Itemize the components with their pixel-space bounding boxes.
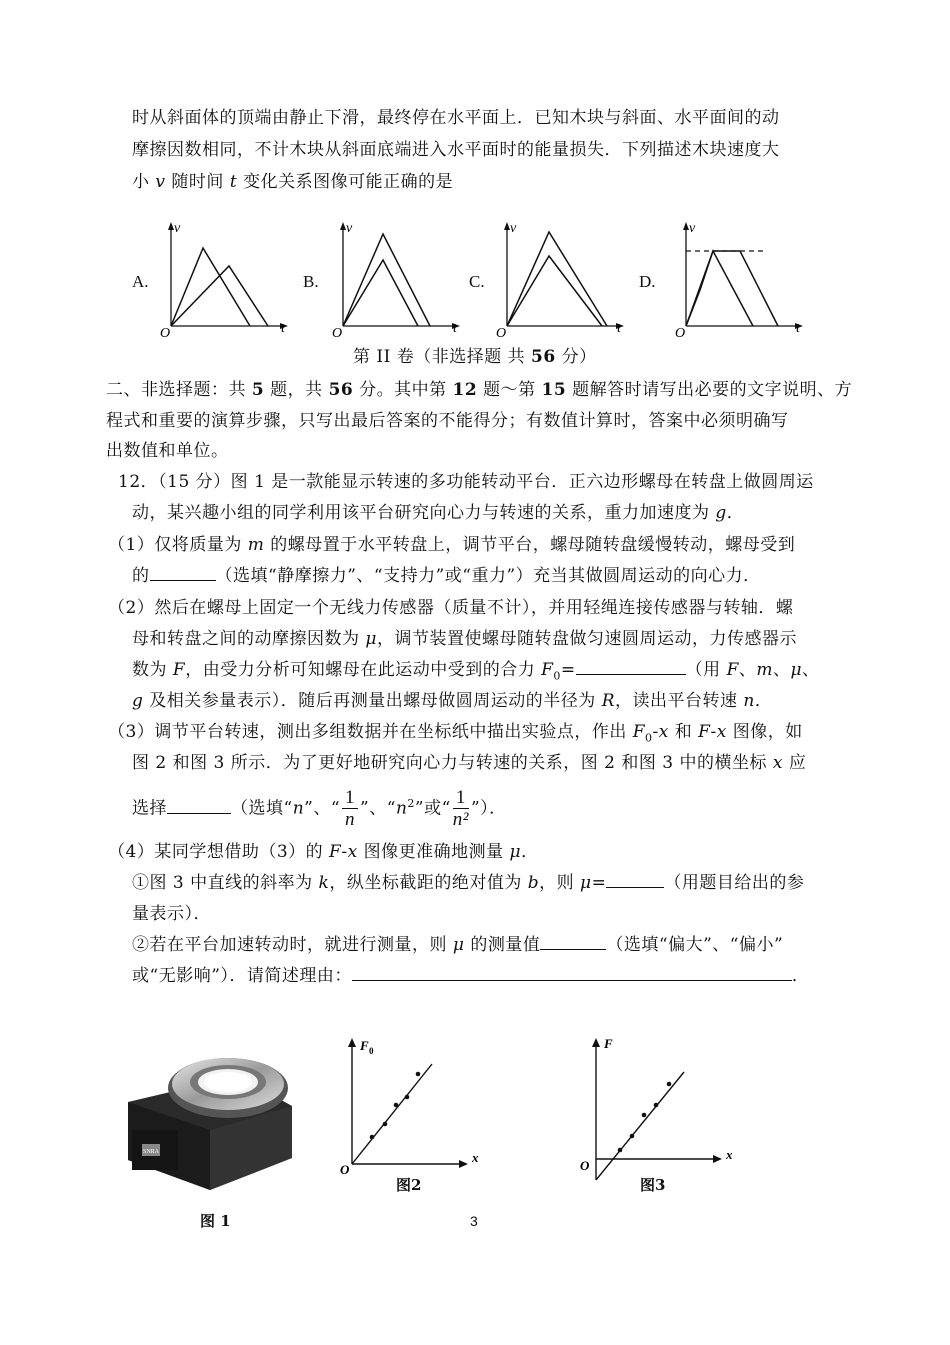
fig3-y-label: F bbox=[604, 1036, 613, 1051]
option-b-graph bbox=[330, 220, 470, 340]
fig2-point bbox=[370, 1135, 375, 1140]
option-b-label: B. bbox=[303, 272, 319, 291]
q12-part4-line5: 或“无影响”）．请简述理由： ． bbox=[132, 966, 810, 986]
option-a-origin: O bbox=[160, 326, 171, 340]
fig2-y-sub: 0 bbox=[369, 1046, 374, 1056]
part1-answer-blank[interactable] bbox=[150, 564, 216, 581]
option-b-origin: O bbox=[332, 326, 343, 340]
option-d-label: D. bbox=[639, 272, 656, 291]
fraction-one-over-n: $\frac{1}{n}$ bbox=[342, 788, 358, 831]
option-c-v-label: v bbox=[510, 221, 517, 236]
option-b-v-label: v bbox=[346, 221, 353, 236]
fig3-origin: O bbox=[580, 1158, 590, 1173]
q12-part2-line1: （2）然后在螺母上固定一个无线力传感器（质量不计），并用轻绳连接传感器与转轴．螺 bbox=[108, 598, 794, 618]
q12-part2-line3: 数为 F，由受力分析可知螺母在此运动中受到的合力 $F_0=$ （用 F、m、μ、 bbox=[132, 660, 820, 683]
option-c-label: C. bbox=[469, 272, 485, 291]
fraction-one-over-n-squared: $\frac{1}{\text{n²}}$ bbox=[452, 786, 469, 830]
fig3-point bbox=[618, 1148, 623, 1153]
part3-answer-blank[interactable] bbox=[167, 797, 231, 814]
part4-2-answer-blank[interactable] bbox=[540, 933, 606, 950]
fig2-origin: O bbox=[340, 1162, 350, 1177]
fig2-x-label: x bbox=[472, 1150, 479, 1165]
part2-answer-blank[interactable] bbox=[576, 658, 686, 675]
q12-part3-line2: 图 2 和图 3 所示．为了更好地研究向心力与转速的关系，图 2 和图 3 中的横坐标 x 应 bbox=[132, 753, 807, 773]
figure-1-caption: 图 1 bbox=[200, 1212, 231, 1230]
option-c-graph bbox=[494, 220, 634, 340]
fig3-point bbox=[642, 1113, 647, 1118]
intro-line-1: 时从斜面体的顶端由静止下滑，最终停在水平面上．已知木块与斜面、水平面间的动 bbox=[132, 108, 780, 128]
page-number: 3 bbox=[470, 1213, 478, 1229]
option-a-v-label: v bbox=[174, 221, 181, 236]
fig2-point bbox=[405, 1095, 410, 1100]
q12-part1-line1: （1）仅将质量为 m 的螺母置于水平转盘上，调节平台，螺母随转盘缓慢转动，螺母受到 bbox=[108, 535, 796, 555]
option-a-label: A. bbox=[132, 272, 149, 291]
section2-line-1: 二、非选择题：共 5 题，共 56 分。其中第 12 题～第 15 题解答时请写出必要的文字说明、方 bbox=[106, 380, 853, 400]
section2-line-2: 程式和重要的演算步骤，只写出最后答案的不能得分；有数值计算时，答案中必须明确写 bbox=[106, 411, 789, 431]
q12-part1-line2: 的 （选填“静摩擦力”、“支持力”或“重力”）充当其做圆周运动的向心力． bbox=[132, 566, 761, 586]
section-heading: 第 II 卷（非选择题 共 56 分） bbox=[353, 347, 597, 367]
option-d-v-label: v bbox=[689, 221, 696, 236]
fig3-point bbox=[654, 1103, 659, 1108]
fig2-point bbox=[383, 1122, 388, 1127]
figure-3-caption: 图3 bbox=[640, 1176, 666, 1194]
fig2-point bbox=[394, 1103, 399, 1108]
q12-part2-line2: 母和转盘之间的动摩擦因数为 μ，调节装置使螺母随转盘做匀速圆周运动，力传感器示 bbox=[132, 629, 797, 649]
q12-part4-line4: ②若在平台加速转动时，就进行测量，则 μ 的测量值 （选填“偏大”、“偏小” bbox=[132, 935, 784, 955]
q12-head-2: 动，某兴趣小组的同学利用该平台研究向心力与转速的关系，重力加速度为 g． bbox=[132, 503, 745, 523]
reason-answer-blank[interactable] bbox=[352, 964, 792, 981]
fig2-point bbox=[416, 1072, 421, 1077]
option-a-t-label: t bbox=[281, 321, 285, 336]
q12-part4-line2: ①图 3 中直线的斜率为 k，纵坐标截距的绝对值为 b，则 μ= （用题目给出的参 bbox=[132, 873, 805, 893]
part4-1-answer-blank[interactable] bbox=[606, 871, 664, 888]
intro-line-2: 摩擦因数相同，不计木块从斜面底端进入水平面时的能量损失．下列描述木块速度大 bbox=[132, 140, 780, 160]
intro-line-3: 小 v 随时间 t 变化关系图像可能正确的是 bbox=[132, 172, 454, 192]
fig2-y-label: F bbox=[360, 1038, 369, 1053]
option-a-graph bbox=[158, 220, 298, 340]
q12-part2-line4: g 及相关参量表示）．随后再测量出螺母做圆周运动的半径为 R，读出平台转速 n． bbox=[132, 691, 773, 711]
fig3-point bbox=[630, 1134, 635, 1139]
fig3-x-label: x bbox=[726, 1147, 733, 1162]
option-b-t-label: t bbox=[453, 321, 457, 336]
figure-2-graph bbox=[336, 1030, 496, 1180]
q12-part4-line3: 量表示）． bbox=[132, 904, 211, 924]
q12-head: 12．（15 分）图 1 是一款能显示转速的多功能转动平台．正六边形螺母在转盘上做圆周运 bbox=[118, 472, 814, 492]
figure-2-caption: 图2 bbox=[396, 1176, 422, 1194]
q12-part3-line3: 选择 （选填“n”、“ $\frac{1}{n}$ ”、“$n^2$”或“ $\frac{1}{\text{n²}}$ ”）． bbox=[132, 786, 507, 830]
device-label-text: SNRA bbox=[142, 1149, 160, 1155]
figure-3-graph bbox=[580, 1030, 740, 1190]
option-c-origin: O bbox=[496, 326, 507, 340]
q12-part4-line1: （4）某同学想借助（3）的 F-x 图像更准确地测量 μ． bbox=[108, 842, 539, 862]
option-d-graph bbox=[673, 220, 813, 340]
fig3-point bbox=[667, 1082, 672, 1087]
option-c-t-label: t bbox=[617, 321, 621, 336]
section2-line-3: 出数值和单位。 bbox=[106, 441, 229, 461]
option-d-t-label: t bbox=[796, 321, 800, 336]
q12-part3-line1: （3）调节平台转速，测出多组数据并在坐标纸中描出实验点，作出 $F_0-x$ 和 F-x 图像，如 bbox=[108, 722, 803, 745]
rotary-platform-photo bbox=[120, 1040, 300, 1200]
option-d-origin: O bbox=[675, 326, 686, 340]
